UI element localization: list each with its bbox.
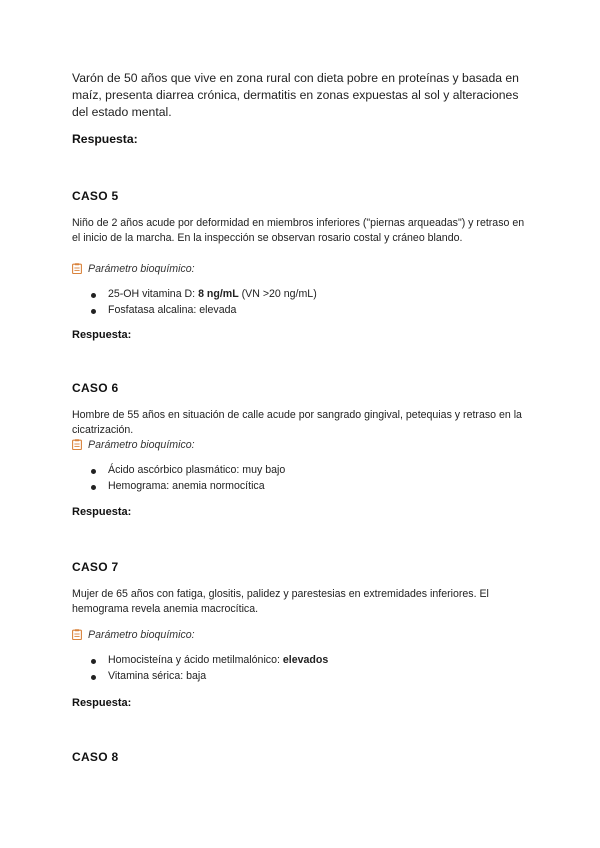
case-7-title: CASO 7 — [72, 560, 119, 574]
case-6-answer-label: Respuesta: — [72, 506, 132, 518]
clipboard-icon — [72, 439, 82, 450]
bullet-icon — [91, 659, 96, 664]
clipboard-icon — [72, 629, 82, 640]
case-6-param-text: Parámetro bioquímico: — [88, 438, 195, 451]
case-5-param-label — [72, 261, 532, 276]
intro-answer-label: Respuesta: — [72, 132, 138, 146]
case-5-title: CASO 5 — [72, 189, 119, 203]
list-item: Ácido ascórbico plasmático: muy bajo — [91, 463, 285, 479]
case-7-param-label — [72, 627, 532, 642]
intro-description: Varón de 50 años que vive en zona rural con dieta pobre en proteínas y basada en maíz, presenta diarrea crónica, dermatitis en zonas expuestas al sol y alteraciones del estado mental. — [72, 71, 519, 119]
list-item: Homocisteína y ácido metilmalónico: elevados — [91, 653, 328, 669]
case-6-description: Hombre de 55 años en situación de calle acude por sangrado gingival, petequias y retraso en la cicatrización. — [72, 409, 522, 436]
case-5-answer-label: Respuesta: — [72, 329, 132, 341]
clipboard-icon — [72, 263, 82, 274]
case-5-param-text: Parámetro bioquímico: — [88, 262, 195, 275]
list-item: 25-OH vitamina D: 8 ng/mL (VN >20 ng/mL) — [91, 287, 317, 303]
case-6-title: CASO 6 — [72, 381, 119, 395]
bullet-icon — [91, 485, 96, 490]
case-6-param-label — [72, 437, 532, 452]
bullet-icon — [91, 293, 96, 298]
bullet-icon — [91, 309, 96, 314]
case-7-param-text: Parámetro bioquímico: — [88, 628, 195, 641]
case-8-title: CASO 8 — [72, 750, 119, 764]
bullet-icon — [91, 675, 96, 680]
case-7-param-list — [91, 653, 328, 684]
case-7-answer-label: Respuesta: — [72, 697, 132, 709]
case-5-param-list — [91, 287, 317, 318]
case-6-param-list — [91, 463, 285, 494]
case-7-description: Mujer de 65 años con fatiga, glositis, palidez y parestesias en extremidades inferiores. El hemograma revela anemia macrocítica. — [72, 588, 489, 615]
case-5-description: Niño de 2 años acude por deformidad en miembros inferiores ("piernas arqueadas") y retraso en el inicio de la marcha. En la inspección se observan rosario costal y cráneo blando. — [72, 217, 525, 244]
list-item: Fosfatasa alcalina: elevada — [91, 303, 317, 319]
list-item: Hemograma: anemia normocítica — [91, 479, 285, 495]
bullet-icon — [91, 469, 96, 474]
list-item: Vitamina sérica: baja — [91, 669, 328, 685]
